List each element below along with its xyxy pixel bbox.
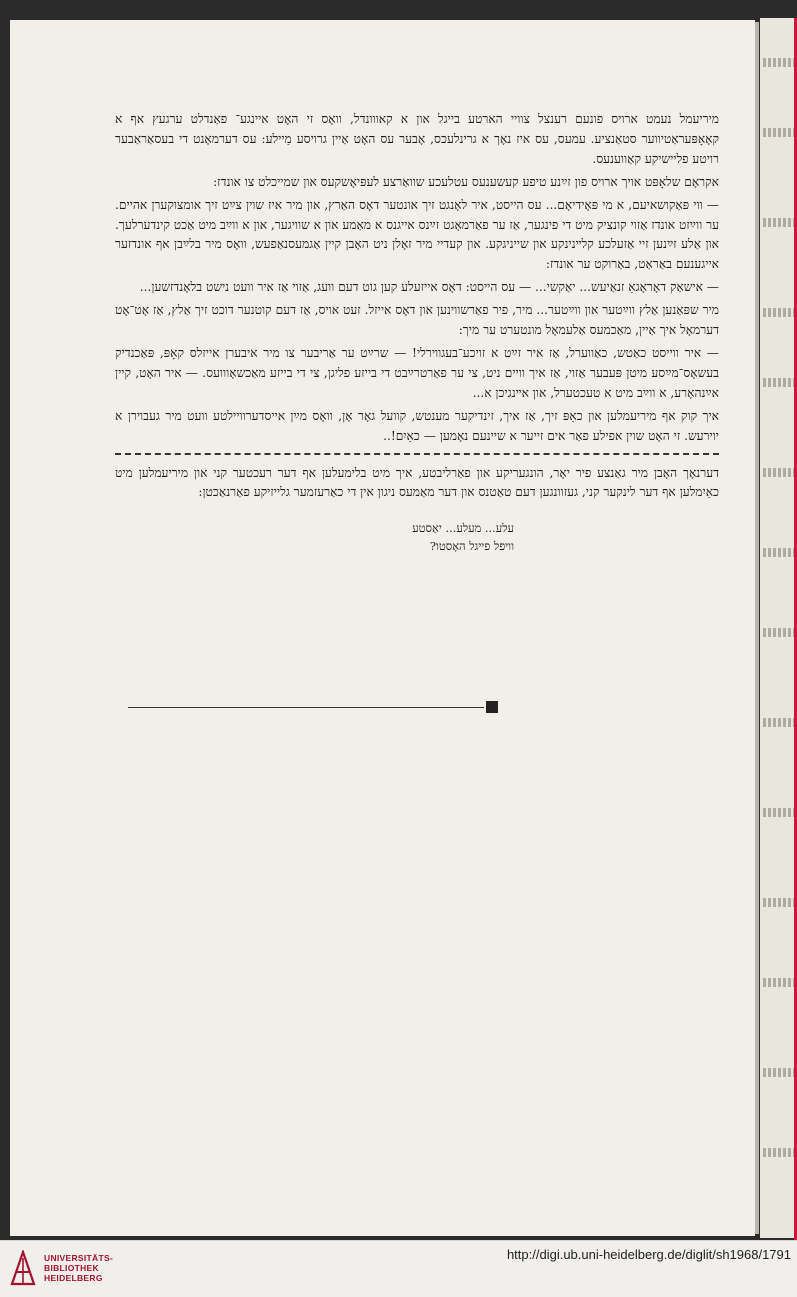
bleed-text (763, 218, 795, 227)
section-divider (115, 453, 719, 455)
bleed-text (763, 128, 795, 137)
closing-paragraph: דערנאָך האָבן מיר גאַנצע פיר יאָר, הונגעריקע און פאַרליבטע, איך מיט בלימעלען אף דער רעכטער קני און מיריעמלען מיט כאַיִמלען אף דער לינקער קני, געזוונגען דעם טאַטנס און דער מאַמעס ניגון אין די כאַרעזמער גלייזיקע פאַרנאַכטן: (115, 465, 719, 500)
bleed-text (763, 898, 795, 907)
bleed-text (763, 58, 795, 67)
facing-page-strip (760, 18, 797, 1238)
page-edge (755, 22, 759, 1234)
bleed-text (763, 628, 795, 637)
logo-line: BIBLIOTHEK (44, 1263, 99, 1273)
paragraph: מיר שפּאַנען אַלץ ווײַטער און ווײַטער... מיר, פיר פאַרשווינען און דאָס אייזל. זעט אויס, אַז דעם קוטנער דוכט זיך אַלץ, אַז אָט־אָט דערמאָל איך אַיין, מאַכמעס אַלעמאָל מונטערט ער מיך: (115, 303, 719, 338)
permalink-url[interactable]: http://digi.ub.uni-heidelberg.de/diglit/sh1968/1791 (506, 1247, 791, 1262)
viewer-footer (0, 1240, 797, 1297)
verse-line: וויפל פייגל האָסטו? (429, 539, 514, 554)
logo-line: UNIVERSITÄTS- (44, 1253, 114, 1263)
paragraph: — איר ווייסט כאַטש, כאַווערל, אַז איר זײַט א זויכע־בעגווירלי! — שרײַט ער אַריבער צו מיר איבערן אייזלס קאָפּ, פּאַכנדיק בעשאָס־מײַסע מיטן פּעבער אַזוי, אַז איך וויים ניט, צי ער פאַרטרײַבט די בייזע פליגן, צי די בייזע מאַכשאָווועס. — איר האָט, קיין אײַנהאָרע, א ווײַב מיט א טעכטערל, און אײנגיכן א... (115, 345, 719, 400)
bleed-text (763, 1068, 795, 1077)
bleed-text (763, 308, 795, 317)
bleed-text (763, 468, 795, 477)
paragraph: — ווי פּאַקושאיעם, א מי פּאָידיאָם... עס הייסט, איר לאָנגט זיך אונטער דאָס האַרץ, און מיר איז שוין צײַט זיך אומצוקערן אהיים. ער ווײַזט אונדז אַזוי קונציק מיט די פינגער, אַז ער פאַרמאָגט זײַנס אייגנס א מאַמע און א שוויגער, און א ווײַב מיט אַכט קינדערלעך. און אַלע זײַנען זיי אַזעלכע קלײנינקע און שייניגקע. און קעדיי מיר זאָלן ניט האָבן קיין אַגמעסנאַפעש, וואָס מיר בלײַבן אף אונדזער אייגענעם באַראַט, באַרוקט ער אונדז: (115, 197, 719, 272)
university-seal-icon (10, 1250, 36, 1286)
library-logo[interactable] (44, 1253, 113, 1283)
paragraph: איך קוק אף מיריעמלען און כאַפּ זיך, אַז איך, זינדיקער מענטש, קוועל גאָר אָן, וואָס מײַן אייסדערוויילטע וועט מיר געבוירן א יוירעש. זי האָט שוין אפילע פאַר אים זייער א שיינעם נאָמען — כאַיִם!.. (115, 408, 719, 443)
paragraph: — אישאַק דאָראָגאַ זנאַיעש... יאַקשי... — עס הייסט: דאָס אייזעלע קען גוט דעם וועג, אַזוי אַז איר וועט נישט בלאָנדזשען... (139, 280, 719, 295)
paragraph: מיריעמל נעמט ארויס פונעם רענצל צוויי הארטע בייגל און א קאווונדל, וואָס זי האָט איינגע־ פאַנדלט ערגעץ אף א קאָאָפּעראַטיווער סטאַנציע. עמעס, עס איז נאָך א גרינלעכס, אָבער עס האָט אַיין גרויסע מַיילע: עס דערמאָנט די בעסאַראַבער רויטע פליישיקע קאַווענעס. (115, 112, 719, 166)
bleed-text (763, 378, 795, 387)
verse-block (115, 519, 719, 555)
paragraph: אקראָם שלאָפּט אויך ארויס פון זײַנע טיפע קעשענעס עטלעכע שוואַרצע לעפּיאָשקעס און שמייכלט צו אונדז: (213, 174, 719, 189)
logo-line: HEIDELBERG (44, 1273, 103, 1283)
end-mark-icon (486, 701, 498, 713)
article-text (115, 110, 719, 555)
verse-line: עלע... מעלע... יאַסטע (412, 521, 514, 536)
bleed-text (763, 978, 795, 987)
end-rule (128, 707, 484, 708)
bleed-text (763, 718, 795, 727)
bleed-text (763, 808, 795, 817)
bleed-text (763, 1148, 795, 1157)
book-page (10, 20, 755, 1236)
bleed-text (763, 548, 795, 557)
